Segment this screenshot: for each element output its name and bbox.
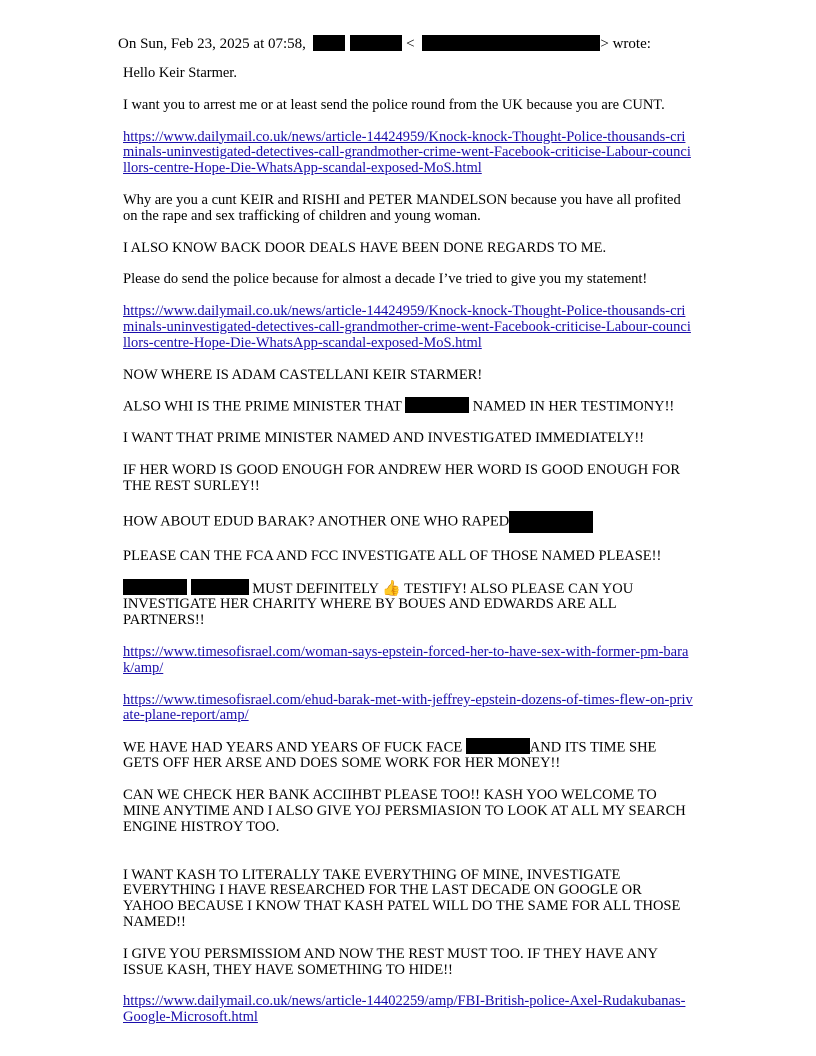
- article-link[interactable]: https://www.timesofisrael.com/woman-says-epstein-forced-her-to-have-sex-with-former-pm-barak/amp/: [123, 644, 689, 676]
- paragraph: I WANT THAT PRIME MINISTER NAMED AND INVESTIGATED IMMEDIATELY!!: [123, 430, 645, 447]
- article-link[interactable]: https://www.dailymail.co.uk/news/article-14424959/Knock-knock-Thought-Police-thousands-criminals-uninvestigated-detectives-call-grandmother-crime-went-Facebook-criticise-Labour-councillors-centre-Hope-Die-WhatsApp-scandal-exposed-MoS.html: [123, 303, 691, 351]
- quoted-header: [118, 36, 651, 53]
- header-lt: <: [406, 36, 415, 52]
- paragraph: [123, 740, 693, 772]
- redaction-bar: [422, 35, 600, 51]
- article-link[interactable]: https://www.timesofisrael.com/ehud-barak-met-with-jeffrey-epstein-dozens-of-times-flew-on-private-plane-report/amp/: [123, 691, 693, 724]
- text-segment: AND ITS TIME SHE GETS OFF HER ARSE AND DOES SOME WORK FOR HER MONEY!!: [123, 739, 657, 772]
- paragraph-link: [123, 693, 693, 725]
- paragraph: I ALSO KNOW BACK DOOR DEALS HAVE BEEN DONE REGARDS TO ME.: [123, 239, 607, 256]
- paragraph: [123, 511, 693, 533]
- text-segment: HOW ABOUT EDUD BARAK? ANOTHER ONE WHO RAPED: [123, 513, 510, 530]
- text-segment: MUST DEFINITELY: [252, 580, 379, 597]
- paragraph: I WANT KASH TO LITERALLY TAKE EVERYTHING OF MINE, INVESTIGATE EVERYTHING I HAVE RESEARCHED FOR THE LAST DECADE ON GOOGLE OR YAHOO BECAUSE I KNOW THAT KASH PATEL WILL DO THE SAME FOR ALL THOSE NAMED!!: [123, 866, 681, 930]
- text-segment: NAMED IN HER TESTIMONY!!: [472, 398, 675, 415]
- redaction-bar: [509, 511, 593, 533]
- paragraph-link: [123, 130, 693, 177]
- paragraph-link: [123, 304, 693, 351]
- paragraph: [123, 399, 693, 415]
- thumbs-up-icon: 👍: [382, 578, 401, 597]
- redaction-bar: [350, 35, 402, 51]
- paragraph: I want you to arrest me or at least send the police round from the UK because you are CUNT.: [123, 96, 665, 113]
- paragraph-link: [123, 645, 693, 677]
- redaction-bar: [123, 579, 187, 595]
- paragraph: IF HER WORD IS GOOD ENOUGH FOR ANDREW HER WORD IS GOOD ENOUGH FOR THE REST SURLEY!!: [123, 462, 681, 495]
- article-link[interactable]: https://www.dailymail.co.uk/news/article-14402259/amp/FBI-British-police-Axel-Rudakubanas-Google-Microsoft.html: [123, 993, 686, 1026]
- paragraph: CAN WE CHECK HER BANK ACCIIHBT PLEASE TOO!! KASH YOO WELCOME TO MINE ANYTIME AND I ALSO GIVE YOJ PERSMIASION TO LOOK AT ALL MY SEARCH ENGINE HISTROY TOO.: [123, 787, 686, 835]
- paragraph: Please do send the police because for almost a decade I’ve tried to give you my statement!: [123, 271, 648, 288]
- header-suffix: > wrote:: [600, 36, 651, 52]
- header-prefix: On Sun, Feb 23, 2025 at 07:58,: [118, 36, 306, 52]
- paragraph: I GIVE YOU PERSMISSIOM AND NOW THE REST MUST TOO. IF THEY HAVE ANY ISSUE KASH, THEY HAVE SOMETHING TO HIDE!!: [123, 945, 658, 978]
- text-segment: TESTIFY! ALSO PLEASE CAN YOU INVESTIGATE HER CHARITY WHERE BY BOUES AND EDWARDS ARE ALL PARTNERS!!: [123, 580, 634, 629]
- paragraph: [123, 578, 693, 629]
- text-segment: ALSO WHI IS THE PRIME MINISTER THAT: [123, 398, 402, 415]
- email-body: [123, 66, 693, 1042]
- paragraph: PLEASE CAN THE FCA AND FCC INVESTIGATE ALL OF THOSE NAMED PLEASE!!: [123, 547, 662, 564]
- article-link[interactable]: https://www.dailymail.co.uk/news/article-14424959/Knock-knock-Thought-Police-thousands-criminals-uninvestigated-detectives-call-grandmother-crime-went-Facebook-criticise-Labour-councillors-centre-Hope-Die-WhatsApp-scandal-exposed-MoS.html: [123, 128, 691, 177]
- paragraph: Hello Keir Starmer.: [123, 65, 237, 81]
- redaction-bar: [466, 738, 530, 754]
- redaction-bar: [313, 35, 345, 51]
- paragraph: NOW WHERE IS ADAM CASTELLANI KEIR STARMER!: [123, 366, 483, 383]
- redaction-bar: [191, 579, 249, 595]
- paragraph-link: [123, 994, 693, 1026]
- redaction-bar: [405, 397, 469, 413]
- paragraph: Why are you a cunt KEIR and RISHI and PETER MANDELSON because you have all profited on the rape and sex trafficking of children and young woman.: [123, 191, 681, 224]
- text-segment: WE HAVE HAD YEARS AND YEARS OF FUCK FACE: [123, 739, 463, 756]
